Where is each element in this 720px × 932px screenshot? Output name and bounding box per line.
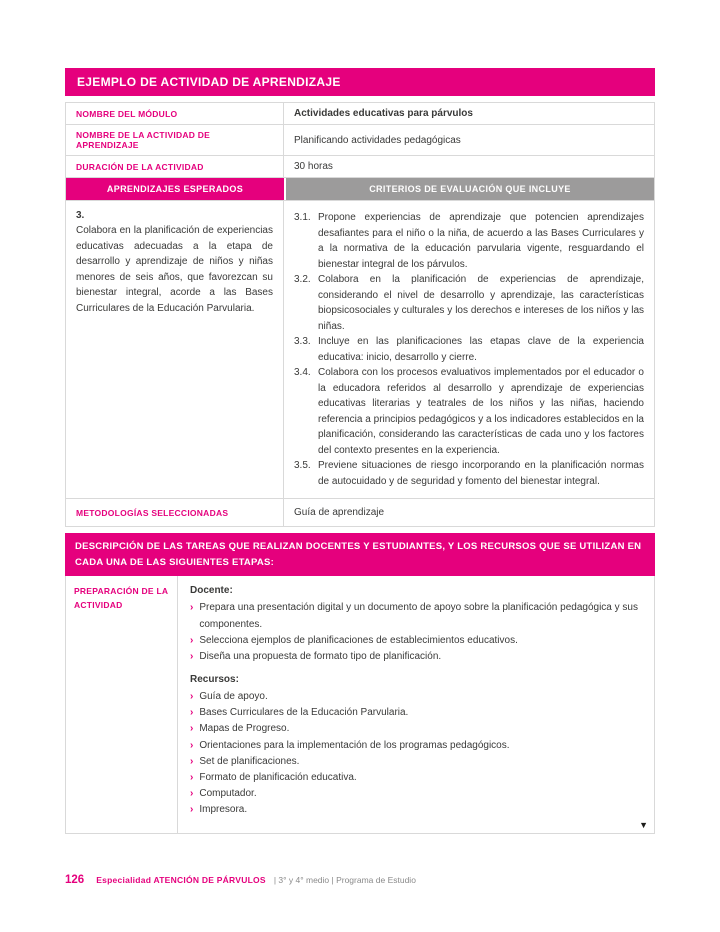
section-title: EJEMPLO DE ACTIVIDAD DE APRENDIZAJE: [77, 75, 341, 89]
bullet-icon: ›: [190, 739, 194, 751]
column-header-criterios: CRITERIOS DE EVALUACIÓN QUE INCLUYE: [284, 178, 654, 200]
list-item: [190, 689, 642, 705]
recursos-list: [190, 689, 642, 819]
expected-learning-number: 3.: [76, 210, 85, 221]
criteria-list: [294, 210, 644, 489]
list-item: [190, 705, 642, 721]
row-label: DURACIÓN DE LA ACTIVIDAD: [66, 156, 284, 177]
preparation-content: [178, 576, 654, 832]
criterion-number: 3.2.: [294, 274, 311, 285]
list-item: [190, 770, 642, 786]
methodology-label: METODOLOGÍAS SELECCIONADAS: [66, 499, 284, 526]
bullet-icon: ›: [190, 804, 194, 816]
bullet-icon: ›: [190, 634, 194, 646]
methodology-row: [66, 498, 654, 526]
criterion-text: Colabora en la planificación de experiencias de aprendizaje, considerando el nivel de desarrollo y aprendizaje, las características biopsicosociales y culturales y los derechos e intereses de los niños y las niñas.: [318, 274, 644, 332]
continuation-arrow-icon: ▼: [639, 819, 648, 830]
criterion-item: [294, 272, 644, 334]
list-item: [190, 802, 642, 818]
list-item-text: Computador.: [199, 788, 257, 800]
bullet-icon: ›: [190, 602, 194, 614]
bullet-icon: ›: [190, 772, 194, 784]
section-title-bar: [65, 68, 655, 96]
list-item: [190, 649, 642, 665]
row-label: NOMBRE DEL MÓDULO: [66, 103, 284, 124]
docente-heading: Docente:: [190, 585, 233, 597]
column-header-row: [66, 177, 654, 200]
footer-meta: | 3° y 4° medio | Programa de Estudio: [273, 875, 416, 885]
criterion-number: 3.5.: [294, 460, 311, 471]
list-item: [190, 633, 642, 649]
list-item-text: Orientaciones para la implementación de los programas pedagógicos.: [199, 739, 510, 751]
description-banner: [65, 533, 655, 576]
list-item-text: Mapas de Progreso.: [199, 723, 290, 735]
criterion-number: 3.4.: [294, 367, 311, 378]
list-item-text: Diseña una propuesta de formato tipo de planificación.: [199, 650, 442, 662]
bullet-icon: ›: [190, 707, 194, 719]
methodology-value: Guía de aprendizaje: [294, 507, 385, 518]
list-item-text: Bases Curriculares de la Educación Parvularia.: [199, 707, 409, 719]
list-item-text: Selecciona ejemplos de planificaciones de establecimientos educativos.: [199, 634, 518, 646]
bullet-icon: ›: [190, 755, 194, 767]
criterion-text: Propone experiencias de aprendizaje que potencien aprendizajes desafiantes para el niño o la niña, de acuerdo a las Bases Curriculares y a la normativa de la educación parvularia vigente, resguardando el bienestar integral de los párvulos.: [318, 212, 644, 270]
list-item: [190, 721, 642, 737]
list-item-text: Set de planificaciones.: [199, 755, 300, 767]
criterion-item: [294, 210, 644, 272]
info-rows: [66, 103, 654, 177]
criterion-text: Colabora con los procesos evaluativos implementados por el educador o la educadora referidos al desarrollo y aprendizaje de experiencias educativas literarias y teatrales de los niños y las niñas, haciendo referencia a principios pedagógicos y a los indicadores establecidos en la planificación, considerando las características de cada uno y los factores del contexto presentes en la experiencia.: [318, 367, 644, 456]
row-label: NOMBRE DE LA ACTIVIDAD DE APRENDIZAJE: [66, 125, 284, 155]
page-content: [65, 68, 655, 834]
recursos-heading: Recursos:: [190, 674, 239, 686]
row-value: Actividades educativas para párvulos: [294, 108, 473, 119]
preparation-row: [66, 576, 654, 832]
criterion-item: [294, 365, 644, 458]
row-value: 30 horas: [294, 161, 333, 172]
list-item: [190, 786, 642, 802]
table-row: [66, 103, 654, 124]
list-item: [190, 600, 642, 632]
table-row: [66, 124, 654, 155]
preparation-table: [65, 576, 655, 833]
list-item-text: Guía de apoyo.: [199, 691, 268, 703]
row-value: Planificando actividades pedagógicas: [294, 134, 461, 146]
activity-table: [65, 102, 655, 527]
criterion-number: 3.1.: [294, 212, 311, 223]
description-banner-text: DESCRIPCIÓN DE LAS TAREAS QUE REALIZAN DOCENTES Y ESTUDIANTES, Y LOS RECURSOS QUE SE UTILIZAN EN CADA UNA DE LAS SIGUIENTES ETAPAS:: [75, 541, 642, 568]
criterion-number: 3.3.: [294, 336, 311, 347]
list-item: [190, 738, 642, 754]
list-item-text: Impresora.: [199, 804, 248, 816]
page-footer: [65, 874, 655, 886]
expected-learning-cell: [66, 201, 284, 498]
page-number: 126: [65, 874, 85, 886]
bullet-icon: ›: [190, 788, 194, 800]
table-row: [66, 155, 654, 177]
bullet-icon: ›: [190, 691, 194, 703]
list-item-text: Formato de planificación educativa.: [199, 772, 357, 784]
bullet-icon: ›: [190, 650, 194, 662]
criterion-text: Incluye en las planificaciones las etapas clave de la experiencia educativa: inicio, desarrollo y cierre.: [318, 336, 644, 363]
footer-specialty: Especialidad ATENCIÓN DE PÁRVULOS: [96, 875, 266, 885]
criteria-cell: [284, 201, 654, 498]
list-item: [190, 754, 642, 770]
criterion-item: [294, 334, 644, 365]
criterion-text: Previene situaciones de riesgo incorporando en la planificación normas de autocuidado y de seguridad y fomento del bienestar integral.: [318, 460, 644, 487]
bullet-icon: ›: [190, 723, 194, 735]
content-row: [66, 200, 654, 498]
expected-learning-text: Colabora en la planificación de experiencias educativas adecuadas a la etapa de desarrollo y aprendizaje de niños y niñas menores de seis años, que favorezcan su bienestar integral, acorde a las Bases Curriculares de la Educación Parvularia.: [76, 225, 273, 314]
criterion-item: [294, 458, 644, 489]
column-header-aprendizajes: APRENDIZAJES ESPERADOS: [66, 178, 284, 200]
docente-list: [190, 600, 642, 665]
list-item-text: Prepara una presentación digital y un documento de apoyo sobre la planificación pedagógica y sus componentes.: [199, 602, 638, 630]
stage-label: PREPARACIÓN DE LA ACTIVIDAD: [66, 576, 178, 832]
